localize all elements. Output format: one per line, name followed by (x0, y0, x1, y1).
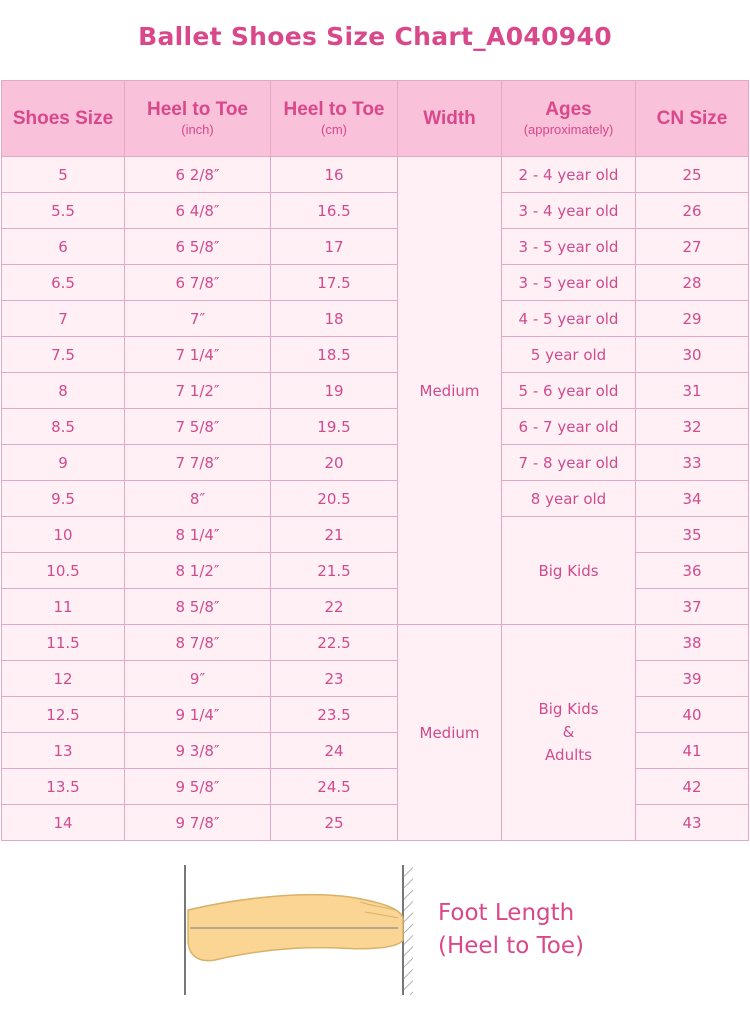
cn-size-cell: 43 (636, 805, 749, 841)
foot-length-label: Foot Length (438, 900, 575, 926)
shoes-size-cell: 14 (2, 805, 125, 841)
table-row (2, 373, 749, 409)
ages-cell-big-kids-adults (502, 625, 636, 841)
ages-cell: 5 year old (502, 337, 636, 373)
heel-to-toe-inch-cell: 7″ (125, 301, 271, 337)
shoes-size-cell: 10.5 (2, 553, 125, 589)
cn-size-cell: 38 (636, 625, 749, 661)
heel-to-toe-inch-cell: 7 1/4″ (125, 337, 271, 373)
table-row (2, 481, 749, 517)
heel-to-toe-inch-cell: 7 1/2″ (125, 373, 271, 409)
table-row (2, 661, 749, 697)
cn-size-cell: 34 (636, 481, 749, 517)
ages-cell: 3 - 5 year old (502, 229, 636, 265)
heel-to-toe-cm-cell: 23.5 (271, 697, 398, 733)
table-row (2, 805, 749, 841)
shoes-size-cell: 9.5 (2, 481, 125, 517)
heel-to-toe-inch-cell: 8 1/2″ (125, 553, 271, 589)
header-ages: Ages (approximately) (502, 81, 636, 157)
heel-to-toe-cm-cell: 21 (271, 517, 398, 553)
cn-size-cell: 27 (636, 229, 749, 265)
shoes-size-cell: 7 (2, 301, 125, 337)
header-inch-unit: (inch) (181, 122, 214, 138)
shoes-size-cell: 9 (2, 445, 125, 481)
heel-to-toe-cm-cell: 19.5 (271, 409, 398, 445)
shoes-size-cell: 13.5 (2, 769, 125, 805)
shoes-size-cell: 12 (2, 661, 125, 697)
shoes-size-cell: 6 (2, 229, 125, 265)
shoes-size-cell: 11.5 (2, 625, 125, 661)
foot-icon (0, 850, 420, 1033)
heel-to-toe-cm-cell: 25 (271, 805, 398, 841)
heel-to-toe-inch-cell: 8″ (125, 481, 271, 517)
heel-to-toe-inch-cell: 9 7/8″ (125, 805, 271, 841)
heel-to-toe-inch-cell: 6 7/8″ (125, 265, 271, 301)
shoes-size-cell: 8.5 (2, 409, 125, 445)
table-row (2, 445, 749, 481)
heel-to-toe-inch-cell: 9 5/8″ (125, 769, 271, 805)
shoes-size-cell: 6.5 (2, 265, 125, 301)
header-width: Width (398, 81, 502, 157)
ages-cell: 3 - 5 year old (502, 265, 636, 301)
ages-line: & (562, 723, 575, 741)
table-row (2, 337, 749, 373)
heel-to-toe-inch-cell: 9 1/4″ (125, 697, 271, 733)
page-title: Ballet Shoes Size Chart_A040940 (138, 22, 612, 51)
heel-to-toe-inch-cell: 8 5/8″ (125, 589, 271, 625)
heel-to-toe-cm-cell: 18 (271, 301, 398, 337)
heel-to-toe-inch-cell: 8 1/4″ (125, 517, 271, 553)
shoes-size-cell: 11 (2, 589, 125, 625)
ages-line: Big Kids (538, 700, 599, 718)
table-row (2, 409, 749, 445)
cn-size-cell: 30 (636, 337, 749, 373)
cn-size-cell: 42 (636, 769, 749, 805)
cn-size-cell: 26 (636, 193, 749, 229)
table-row (2, 517, 749, 553)
ages-cell-big-kids: Big Kids (502, 517, 636, 625)
heel-to-toe-cm-cell: 23 (271, 661, 398, 697)
heel-to-toe-inch-cell: 6 5/8″ (125, 229, 271, 265)
shoes-size-cell: 13 (2, 733, 125, 769)
cn-size-cell: 36 (636, 553, 749, 589)
table-header-row (2, 81, 749, 157)
cn-size-cell: 33 (636, 445, 749, 481)
heel-to-toe-cm-cell: 16.5 (271, 193, 398, 229)
table-row (2, 733, 749, 769)
cn-size-cell: 32 (636, 409, 749, 445)
size-chart-table (1, 80, 749, 841)
wall-hatch (403, 865, 413, 995)
table-row (2, 193, 749, 229)
table-row (2, 589, 749, 625)
heel-to-toe-cm-cell: 21.5 (271, 553, 398, 589)
cn-size-cell: 41 (636, 733, 749, 769)
table-row (2, 769, 749, 805)
table-row (2, 301, 749, 337)
size-table-body (2, 157, 749, 841)
heel-to-toe-cm-cell: 18.5 (271, 337, 398, 373)
heel-to-toe-cm-cell: 17.5 (271, 265, 398, 301)
table-row (2, 157, 749, 193)
cn-size-cell: 35 (636, 517, 749, 553)
table-row (2, 265, 749, 301)
width-cell: Medium (398, 625, 502, 841)
width-cell: Medium (398, 157, 502, 625)
heel-to-toe-cm-cell: 19 (271, 373, 398, 409)
heel-to-toe-label: (Heel to Toe) (438, 933, 585, 959)
table-row (2, 625, 749, 661)
cn-size-cell: 28 (636, 265, 749, 301)
heel-to-toe-cm-cell: 22.5 (271, 625, 398, 661)
shoes-size-cell: 5.5 (2, 193, 125, 229)
heel-to-toe-inch-cell: 8 7/8″ (125, 625, 271, 661)
header-ages-sub: (approximately) (523, 122, 614, 138)
heel-to-toe-cm-cell: 20.5 (271, 481, 398, 517)
cn-size-cell: 29 (636, 301, 749, 337)
shoes-size-cell: 8 (2, 373, 125, 409)
heel-to-toe-inch-cell: 6 2/8″ (125, 157, 271, 193)
header-shoes-size: Shoes Size (2, 81, 125, 157)
table-row (2, 229, 749, 265)
cn-size-cell: 25 (636, 157, 749, 193)
cn-size-cell: 39 (636, 661, 749, 697)
foot-length-diagram (0, 850, 750, 1033)
ages-cell: 8 year old (502, 481, 636, 517)
header-heel-to-toe-inch: Heel to Toe (inch) (125, 81, 271, 157)
heel-to-toe-cm-cell: 22 (271, 589, 398, 625)
heel-to-toe-cm-cell: 16 (271, 157, 398, 193)
table-row (2, 553, 749, 589)
heel-to-toe-cm-cell: 17 (271, 229, 398, 265)
header-heel-to-toe-cm: Heel to Toe (cm) (271, 81, 398, 157)
shoes-size-cell: 5 (2, 157, 125, 193)
ages-cell: 4 - 5 year old (502, 301, 636, 337)
ages-line: Adults (545, 746, 592, 764)
ages-cell: 5 - 6 year old (502, 373, 636, 409)
heel-to-toe-inch-cell: 7 5/8″ (125, 409, 271, 445)
heel-to-toe-inch-cell: 9 3/8″ (125, 733, 271, 769)
ages-cell: 3 - 4 year old (502, 193, 636, 229)
heel-to-toe-cm-cell: 24 (271, 733, 398, 769)
ages-cell: 6 - 7 year old (502, 409, 636, 445)
heel-to-toe-inch-cell: 6 4/8″ (125, 193, 271, 229)
heel-to-toe-inch-cell: 9″ (125, 661, 271, 697)
ages-cell: 2 - 4 year old (502, 157, 636, 193)
heel-to-toe-inch-cell: 7 7/8″ (125, 445, 271, 481)
shoes-size-cell: 7.5 (2, 337, 125, 373)
header-cm-unit: (cm) (321, 122, 347, 138)
cn-size-cell: 40 (636, 697, 749, 733)
heel-to-toe-cm-cell: 20 (271, 445, 398, 481)
cn-size-cell: 31 (636, 373, 749, 409)
table-row (2, 697, 749, 733)
ages-cell: 7 - 8 year old (502, 445, 636, 481)
heel-to-toe-cm-cell: 24.5 (271, 769, 398, 805)
cn-size-cell: 37 (636, 589, 749, 625)
header-cn-size: CN Size (636, 81, 749, 157)
shoes-size-cell: 10 (2, 517, 125, 553)
shoes-size-cell: 12.5 (2, 697, 125, 733)
